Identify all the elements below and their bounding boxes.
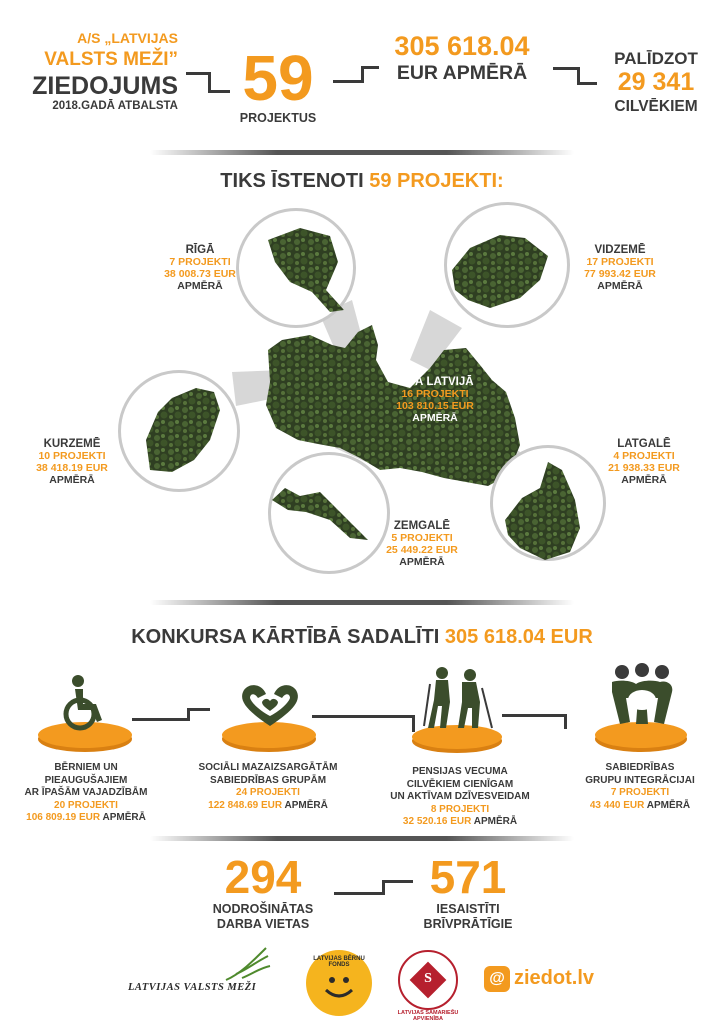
divider [150,836,574,841]
ziedot-logo-icon: @ [484,966,510,992]
wheelchair-icon [56,672,116,732]
vidzeme-shape [452,235,548,308]
jobs-number: 294 [224,851,302,903]
elderly-walkers-icon [420,666,500,732]
volunteers-label-line1: IESAISTĪTI [436,902,500,916]
divider [150,600,574,605]
region-vidzeme: VIDZEMĒ 17 PROJEKTI 77 993.42 EUR APMĒRĀ [584,244,656,292]
header-projects-label: PROJEKTUS [239,111,317,125]
header-helping: PALĪDZOT [614,49,698,68]
riga-shape [268,228,344,312]
connector [187,708,210,721]
header-org-line1: A/S „LATVIJAS [77,30,178,46]
connector [382,880,413,895]
jobs-label-line2: DARBA VIETAS [216,917,310,931]
lvm-logo-graphic [222,944,272,984]
connector [502,714,542,717]
volunteers-label-line2: BRĪVPRĀTĪGIE [423,917,513,931]
category-3-text: PENSIJAS VECUMA CILVĒKIEM CIENĪGAM UN AKTĪVAM DZĪVESVEIDAM 8 PROJEKTI 32 520.16 EUR APMĒRĀ [390,766,530,827]
section2-title: KONKURSA KĀRTĪBĀ SADALĪTI 305 618.04 EUR [131,626,593,648]
connector [132,718,187,721]
jobs-label-line1: NODROŠINĀTAS [212,902,314,916]
heart-hands-icon [236,680,304,730]
lbf-logo [306,950,372,1016]
header-people-label: CILVĒKIEM [614,98,698,115]
connector [542,714,567,729]
category-4-text: SABIEDRĪBAS GRUPU INTEGRĀCIJAI 7 PROJEKTI 43 440 EUR APMĒRĀ [585,762,695,811]
lbf-logo-text: LATVIJAS BĒRNU FONDS [313,956,365,968]
region-riga: RĪGĀ 7 PROJEKTI 38 008.73 EUR APMĒRĀ [164,244,236,292]
samaritan-letter: S [424,971,432,986]
connector [334,892,382,895]
header-supports: 2018.GADĀ ATBALSTA [52,100,178,112]
region-zemgale: ZEMGALĒ 5 PROJEKTI 25 449.22 EUR APMĒRĀ [386,520,458,568]
header-amount: 305 618.04 [394,31,530,61]
category-2-text: SOCIĀLI MAZAIZSARGĀTĀM SABIEDRĪBAS GRUPĀM 24 PROJEKTI 122 848.69 EUR APMĒRĀ [198,762,338,811]
volunteers-number: 571 [429,851,507,903]
header-projects-number: 59 [242,42,314,114]
latgale-shape [505,462,580,560]
samaritan-logo-text: LATVIJAS SAMARIEŠU APVIENĪBA [397,1010,459,1022]
region-latgale: LATGALĒ 4 PROJEKTI 21 938.33 EUR APMĒRĀ [608,438,680,486]
header-donation: ZIEDOJUMS [32,72,178,100]
header-people-number: 29 341 [617,68,695,96]
samaritan-logo [398,950,458,1010]
connector [362,715,415,732]
ziedot-logo-text: ziedot.lv [514,967,595,989]
zemgale-shape [272,488,368,540]
region-kurzeme: KURZEMĒ 10 PROJEKTI 38 418.19 EUR APMĒRĀ [36,438,108,486]
region-all-latvia: VISĀ LATVIJĀ 16 PROJEKTI 103 810.15 EUR APMĒRĀ [396,376,474,424]
header-amount-label: EUR APMĒRĀ [396,62,528,84]
section1-title: TIKS ĪSTENOTI 59 PROJEKTI: [220,170,504,192]
people-circle-icon [606,662,678,732]
connector [312,715,362,718]
kurzeme-shape [146,388,220,472]
lvm-logo-text: LATVIJAS VALSTS MEŽI [128,982,257,993]
header-org-line2: VALSTS MEŽI” [44,49,178,70]
category-1-text: BĒRNIEM UN PIEAUGUŠAJIEM AR ĪPAŠĀM VAJADZĪBĀM 20 PROJEKTI 106 809.19 EUR APMĒRĀ [24,762,148,823]
